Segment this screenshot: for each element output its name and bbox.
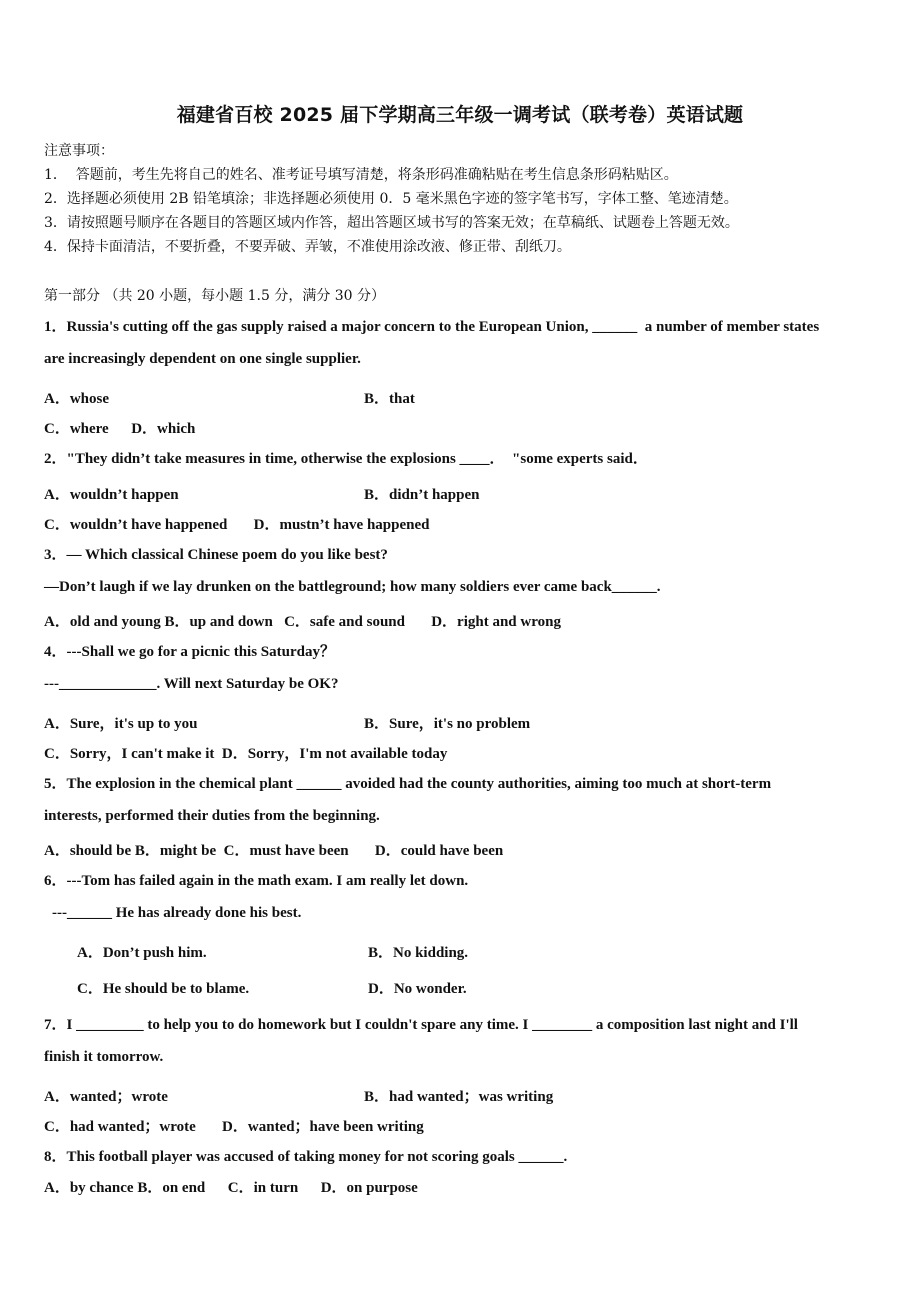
- question-1-option-a[interactable]: A．whose: [44, 391, 110, 407]
- notice-item: 4．保持卡面清洁，不要折叠，不要弄破、弄皱，不准使用涂改液、修正带、刮纸刀。: [44, 239, 571, 255]
- question-7-stem-cont: finish it tomorrow.: [44, 1049, 164, 1065]
- question-1-stem-cont: are increasingly dependent on one single supplier.: [44, 351, 361, 367]
- notice-item: 2．选择题必须使用 2B 铅笔填涂；非选择题必须使用 0．5 毫米黑色字迹的签字笔书写，字体工整、笔迹清楚。: [44, 191, 738, 207]
- question-7-option-b[interactable]: B．had wanted；was writing: [364, 1089, 554, 1105]
- question-1-option-b[interactable]: B．that: [364, 391, 415, 407]
- question-3-stem: 3．— Which classical Chinese poem do you like best?: [44, 547, 388, 563]
- question-4-option-b[interactable]: B．Sure，it's no problem: [364, 716, 531, 732]
- question-2-stem: 2．"They didn’t take measures in time, otherwise the explosions ____． "some experts said．: [44, 451, 648, 467]
- section-heading: 第一部分 （共 20 小题，每小题 1.5 分，满分 30 分）: [44, 288, 386, 304]
- question-6-option-a[interactable]: A．Don’t push him.: [77, 945, 207, 961]
- question-5-stem: 5．The explosion in the chemical plant ______ avoided had the county authorities, aiming too much at short-term: [44, 776, 772, 792]
- question-6-option-d[interactable]: D．No wonder.: [368, 981, 467, 997]
- question-1-options-cd[interactable]: C．where D．which: [44, 421, 196, 437]
- question-7-stem: 7．I _________ to help you to do homework but I couldn't spare any time. I ________ a composition last night and I'll: [44, 1017, 798, 1033]
- question-6-stem: 6．---Tom has failed again in the math exam. I am really let down.: [44, 873, 469, 889]
- question-4-stem: 4．---Shall we go for a picnic this Saturday？: [44, 644, 335, 660]
- question-5-stem-cont: interests, performed their duties from the beginning.: [44, 808, 380, 824]
- notice-item: 1． 答题前，考生先将自己的姓名、准考证号填写清楚，将条形码准确粘贴在考生信息条形码粘贴区。: [44, 167, 678, 183]
- question-2-option-a[interactable]: A．wouldn’t happen: [44, 487, 179, 503]
- question-6-option-b[interactable]: B．No kidding.: [368, 945, 469, 961]
- question-7-options-cd[interactable]: C．had wanted；wrote D．wanted；have been writing: [44, 1119, 424, 1135]
- page-title: 福建省百校 2025 届下学期高三年级一调考试（联考卷）英语试题: [176, 104, 744, 126]
- question-1-stem: 1．Russia's cutting off the gas supply raised a major concern to the European Union, ______ a number of member states: [44, 319, 820, 335]
- question-8-options[interactable]: A．by chance B．on end C．in turn D．on purpose: [44, 1180, 418, 1196]
- notice-heading: 注意事项：: [44, 143, 114, 159]
- question-3-options[interactable]: A．old and young B．up and down C．safe and sound D．right and wrong: [44, 614, 561, 630]
- notice-item: 3．请按照题号顺序在各题目的答题区域内作答，超出答题区域书写的答案无效；在草稿纸、试题卷上答题无效。: [44, 215, 739, 231]
- question-3-stem-cont: —Don’t laugh if we lay drunken on the battleground; how many soldiers ever came back______.: [44, 579, 661, 595]
- question-7-option-a[interactable]: A．wanted；wrote: [44, 1089, 168, 1105]
- question-8-stem: 8．This football player was accused of taking money for not scoring goals ______.: [44, 1149, 568, 1165]
- question-2-options-cd[interactable]: C．wouldn’t have happened D．mustn’t have happened: [44, 517, 430, 533]
- question-6-stem-cont: ---______ He has already done his best.: [52, 905, 302, 921]
- question-2-option-b[interactable]: B．didn’t happen: [364, 487, 480, 503]
- question-6-option-c[interactable]: C．He should be to blame.: [77, 981, 250, 997]
- question-4-stem-cont: ---_____________. Will next Saturday be OK?: [44, 676, 339, 692]
- question-4-options-cd[interactable]: C．Sorry，I can't make it D．Sorry，I'm not available today: [44, 746, 448, 762]
- question-5-options[interactable]: A．should be B．might be C．must have been D．could have been: [44, 843, 504, 859]
- question-4-option-a[interactable]: A．Sure，it's up to you: [44, 716, 198, 732]
